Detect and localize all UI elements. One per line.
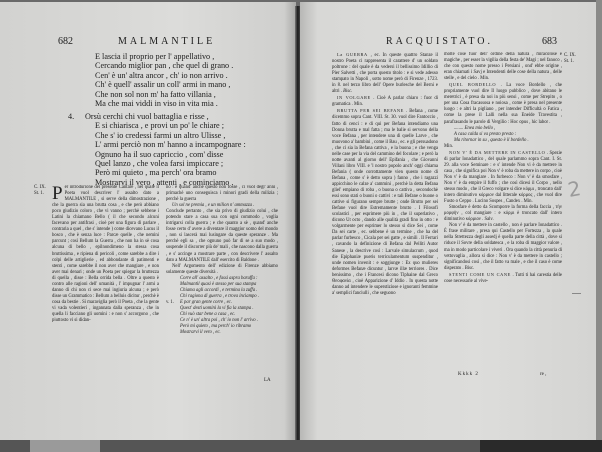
note-heading: QUEL BORDELLO bbox=[449, 82, 497, 88]
margin-note bbox=[34, 185, 46, 197]
verse-line: Che non sol non m' ha fatto villania , bbox=[95, 89, 216, 99]
stanza-number: 4. bbox=[68, 112, 75, 121]
note-text: Non v' è da mettere in castello , non è parlare Ionadattico . È frase militare , presa qui Castello per Fortezza , la quale nella Strettezza degli assedj è quella parte della città , dove si riduce il Sovre della soldatesca , e la roba di maggior valore , ma in modo particolare i viveri . Ora quando la città penuria di vettovaglia , allora si dice : Non v' è da mettere in castello ; significandosi così , che il fatto va male , e che il caso è come disperato . Bisc. bbox=[444, 223, 562, 271]
margin-canto: C. IX. bbox=[564, 53, 576, 58]
catchword: LA bbox=[264, 378, 271, 383]
variant-line: Corre all' assalto , e fassi aspra baruffa : bbox=[180, 275, 258, 281]
scan-bottom-edge bbox=[0, 440, 602, 452]
note-paragraph bbox=[332, 52, 438, 95]
variant-line: Mostrarvi il vero , ec. bbox=[180, 330, 221, 336]
quote-line: Un sol ne premia , e un milion n' ammazza . bbox=[172, 203, 255, 209]
note-text: molte cose fuor dell' ordine della natura , miracolose e magiche , per esser la vigilia della festa de' Magi ; nel fanoco , che con questo nome presso i Persiani , ond' ebbe origine , eran chiamati i Savj e Intendenti delle cose della natura , delle stelle , e del cielo . Min. bbox=[444, 52, 562, 82]
signature-mark: Kkkk 2 bbox=[458, 372, 479, 377]
variant-lines bbox=[166, 300, 278, 336]
margin-note bbox=[564, 53, 576, 65]
verse-line: Orsù cerchi chi vuol battaglia e risse , bbox=[85, 112, 209, 121]
note-text: Smosfare è detto da Scomporre la forma della faccia , τὴν μορφὴν , col mangiare : e κόρμι è troncato dall' intero diminutivo κόρμιον . Salv. bbox=[444, 205, 562, 223]
quote-line: ........ Enea mio bello , bbox=[454, 125, 496, 131]
verse-line: L' armi perciò non m' hanno a incampognare : bbox=[95, 140, 246, 150]
commentary-text: er introdurione del presente Cantare , nel quale il Poeta vuol descriver l' assalto dato a MALMANTILE , si serve della dimostrazione , che la guerra sia una brutta cosa , e che però abbiano poco giudizio coloro , che vi vanno ; perchè sebbene i Latini la chiamano Bello ( il che secondo alcuni facevano per antifrasi , cioè per una figura di parlare , contraria a quel , che s' intende ) come dicevano Lucus il bosco , che è senza luce : Parcæ quelle , che nemini parcunt ; così Bellum la Guerra , che non ha in sè cosa alcuna di bello , epilnondimeno la stessa cosa bruttissima , e ripiena di pericoli , come sarebbe a dire i colpi delle artiglierie , ed abbondante di patimenti e stenti , come sarebbe il non aver che mangiare , e non aver mai denari ; onde un Poeta per spiegar la bruttezza di quella , disse : Bella orrida bella . Oltre a questo è contro alle ragioni dell' umanità , l' impugnar l' armi a danno di chi non ci sece mai ingiuria alcuna ; e però disse un Grammatico : Bellum a belluis dicitur , perchè è cosa da bestie . Si maraviglia però il Poeta , che la gente vi vada volentieri , ingannata dalla speranza , che in quella li facciano gli uomini : e non s' accorgono , che piuttosto vi si didan- bbox=[52, 185, 159, 324]
variant-line: Chi vuò star bene a casa , ec. bbox=[180, 311, 236, 317]
note-heading: BRUTTA PER SEI BEFANE bbox=[337, 108, 404, 114]
margin-canto: C. IX. bbox=[34, 185, 46, 190]
right-commentary-col-1 bbox=[332, 52, 438, 366]
note-paragraph bbox=[332, 95, 438, 108]
note-text: . Cioè A parlar chiaro : fuor di gramatica . Min. bbox=[332, 96, 438, 108]
variant-line: Però mi quieto , ma perch' io ribramo bbox=[180, 324, 252, 330]
drop-cap: P bbox=[52, 185, 63, 204]
right-commentary-col-2 bbox=[444, 52, 562, 368]
right-running-title: RACQUISTATO. bbox=[386, 36, 493, 47]
verse-stanza-end bbox=[95, 52, 233, 108]
verse-line: Però mi quieto , ma perch' ora bramo bbox=[95, 168, 217, 178]
verse-line: Che s' io credessi farmi un altro Ulisse , bbox=[95, 130, 226, 140]
quote-block bbox=[444, 126, 562, 144]
note-text: . Tutti ti hai carestia delle cose necessarie al vive- bbox=[444, 272, 562, 284]
verse-line: Ognuno ha il suo capriccio , com' disse bbox=[95, 149, 224, 159]
verse-line: Quel lanzo , che volea farsi impiccare ; bbox=[95, 159, 224, 169]
note-text: . Befana , come dicemmo sopra Cant. VIII. St. 30. vuol dire Fantoccio , fatto di cenci : e di qui per Befana intendiamo una Donna brutta e mal fatta ; ma le balie si servono della voce Befana , per intendere una di quelle Larve , che muovono a' bambini , come il Bau , ec. e gli persuadono , che ci sia la Befana cattiva , e la buona ; e che venga nelle case per la via del cammino del focolare ; e però la notte avanti al giorno dell' Epifania , che Giovanni Villani libro VIII. e 'l nostro popolo anch' oggi chiama Befania ( onde corrottamente vien questo nome di Befana , come s' è detto sopra ) fanno , che i ragazzi appicchino le calze a' cammini , perchè la detta Befana gliel' empiano di roba , o buona o cattiva , secondochè essi sono stati o buoni o cattivi : e tali Befane o buone o cattive si figurano sempre brutte ; onde Brutto per sei Befane vuol dire Estremamente brutto . I Filosofi scolastici , per esprimere più in , che il superlativo , dicono Ut octo , dando alle qualità gradi fino in otto : e volgarmente per esprimer lo stesso si dice Sei , come Da sei carte , ec. sebbene è un termine , che ha del parlar furbesco , Cicala per sei gatte , e simili . Il Ferrari , cavando la definizione di Befana dal Pelliti Autor Sanese , la descrive così : Larvale simulacrum , quod die Epiphaniæ pueris terriculamentum suspenditur , unde nomen invenit : e soggiunge : Ex quo mulieres deformes Befanæ dicuntur , larvæ illæ terriores . Dice benissimo , che i Francesi dicono Tiphaine dal Greco Θεοφανία , cioè Apparizione d' Iddio . In questa notte danno ad intendere le superstiziose e ignoranti femmine a' semplici fanciulli , che seguono bbox=[332, 109, 438, 296]
note-text: , ec. In queste quattro Stanze il nostro Poeta ci rappresenta il carattere d' un soldato poltrone : del quale è da vedersi il bellissimo Idillio di Pier Salvetti , che porta questo titolo : e si vede adesso stampato in Napoli , sotto nome però di Firenze , 1723. in 8. nel terzo libro dell' Opere burlesche del Berni e altri . bbox=[332, 53, 438, 95]
left-commentary-col-1 bbox=[52, 185, 159, 381]
variant-line: Quest' desti uomini la vi fia la stampa . bbox=[180, 305, 254, 311]
scanner-background bbox=[30, 440, 100, 452]
commentary-text: Nell' Argomento dell' edizione di Firenze abbiamo solamente queste diversità . bbox=[166, 263, 278, 275]
catchword: re , bbox=[540, 372, 547, 377]
variant-line: Malmantil quasi è stesso per sua stampa bbox=[180, 281, 257, 287]
verse-line: Mostrarvi il vero , attenti , e cominciamo . bbox=[95, 177, 234, 187]
verse-line: Ch' è quell' assalir un coll' armi in mano , bbox=[95, 80, 231, 90]
variant-line: Chi ragiona di guerra , e trova inciampo . bbox=[180, 293, 259, 299]
margin-stanza: St. 1. bbox=[564, 59, 574, 64]
variant-line: Ce n' è un' altra poi , ch' io non l' arrivo . bbox=[180, 318, 258, 324]
right-page bbox=[300, 2, 596, 442]
quote-line: Ma ritornar in su , questo è il bordello . bbox=[454, 137, 529, 143]
margin-stanza: St. 1. bbox=[34, 191, 44, 196]
verse-stanza-4 bbox=[85, 112, 246, 187]
variant-line: E par gran gente corre , ec. bbox=[180, 299, 232, 305]
verse-line: E lascia il proprio per l' appellativo , bbox=[95, 52, 215, 61]
variant-lines bbox=[166, 276, 278, 300]
book-spread bbox=[0, 2, 602, 442]
verse-line: E si chiarisca , e provi un po' le chiare ; bbox=[95, 121, 225, 131]
verse-line: Ma che mai viddi in viso in vita mia . bbox=[95, 99, 218, 109]
note-signature: Min. bbox=[444, 143, 453, 149]
verse-line: Cercando miglior pan , che quel di grano . bbox=[95, 61, 234, 71]
note-paragraph bbox=[444, 272, 562, 285]
pencil-mark: 2 bbox=[566, 176, 583, 202]
left-running-title: MALMANTILE bbox=[118, 36, 216, 47]
pencil-dash bbox=[572, 293, 581, 294]
left-page bbox=[0, 2, 296, 442]
note-heading: La GUERRA bbox=[337, 52, 368, 57]
note-paragraph bbox=[332, 108, 438, 296]
note-paragraph bbox=[444, 150, 562, 205]
verse-line: Cen' è un' altra ancor , ch' io non arrivo . bbox=[95, 70, 228, 80]
note-signature: Bisc. bbox=[343, 89, 353, 95]
note-heading: STENTI COME UN CANE bbox=[449, 271, 511, 277]
note-heading: NON V' È DA METTERE IN CASTELLO bbox=[449, 149, 546, 155]
variant-line: Chiama agli accordi , e termina la zuffa . bbox=[180, 287, 258, 293]
variant-margin: v. 1. bbox=[166, 299, 174, 305]
left-page-number: 682 bbox=[58, 36, 73, 47]
note-text: . La voce Bordello , che propriamente vuol dire Il luogo pubblico , dove abitano le meretrici , è presa da noi in più sensi , come per Strepito , o per una Cosa fracassosa e noiosa , come è presa nel presente luogo : e altri la pigliano , per intender Difficultà o Fatica , come la prese il Lalli nella sua Eneide Travestita , parafrasando le parole di Vergilio : Hoc opus , hic labor . bbox=[444, 83, 562, 125]
variant-block-2 bbox=[166, 300, 278, 336]
right-page-number: 683 bbox=[542, 36, 557, 47]
note-heading: IN VOLGARE bbox=[337, 95, 371, 101]
page-edge bbox=[596, 0, 602, 452]
left-commentary-col-2 bbox=[166, 185, 278, 385]
scanner-background bbox=[480, 440, 602, 452]
commentary-text: Conclude pertanto , che sia privo di giudizio colui , che potendo stare a casa sua con ogni commodo , voglia intrigarsi colla guerra ; e che quanto a sè , quand' anche fosse certo d' avere a diventare il maggior uomo del mondo , non si lascerà mai lusingare da queste speranze . Ma perchè egli sa , che ognuno può far di se a suo modo , sospende il discorrer più de' mali , che nascono dalla guerra , e s' accinge a mostrare parte , con descrivere l' assalto dato a MALMANTILE dall' esercito di Baldone . bbox=[166, 209, 278, 263]
note-paragraph bbox=[444, 82, 562, 125]
quote-line: A casa calda si va presto presto : bbox=[454, 131, 517, 137]
note-text: . Spezie di parlar Ionadattico , del quale parlammo sopra Cant. I. St. 29. alla voce Seminare : e s' intende Non vi è da mettere in casa , che significa poi Non v' è roba da mettere in corpo , cioè Non v' è da mangiare . In furbesco : Non v' è da smosfare , Non v' è da empire il fuffo ; che così dicesi il Corpo , nello stesso modo , che il Greco volgare si dice κόρμι , troncato dall' intero diminutivo κόρμιον dal litterale κόρμος , che vuol dire Fusto o Ceppo . Lucino Sospes , Candex . Min. bbox=[444, 150, 562, 205]
commentary-text: no : e quand' anche questo non fosse , ci vuol degl' anni , primachè uno conseguisca i minori gradi della milizia ; perchè la guerra bbox=[166, 185, 278, 203]
